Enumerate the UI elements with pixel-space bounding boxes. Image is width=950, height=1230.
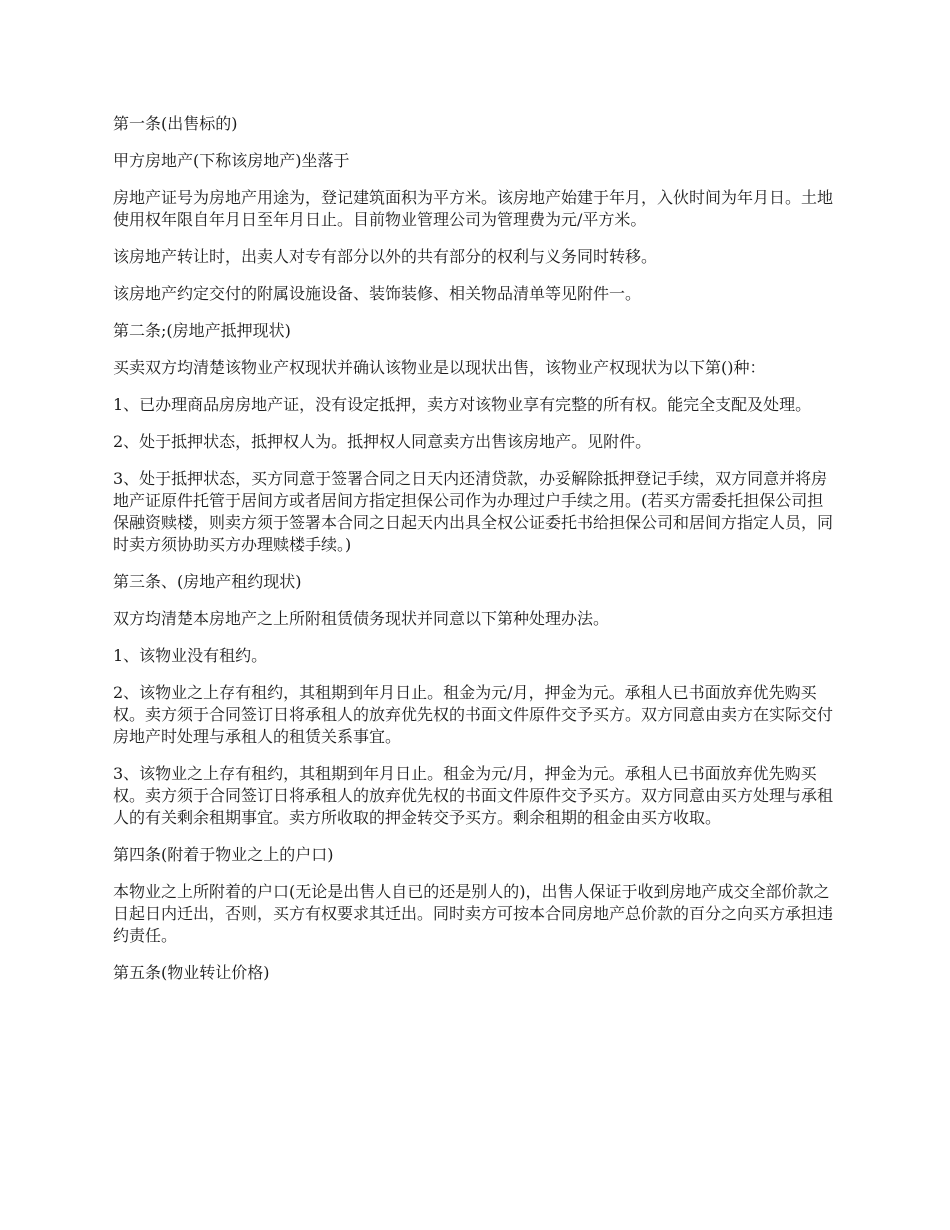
- household-registration: 本物业之上所附着的户口(无论是出售人自已的还是别人的)，出售人保证于收到房地产成交全部价款之日起日内迁出，否则，买方有权要求其迁出。同时卖方可按本合同房地产总价款的百分之向买方承担违约责任。: [113, 882, 834, 945]
- lease-option-1: 1、该物业没有租约。: [113, 646, 268, 665]
- lease-status-intro: 双方均清楚本房地产之上所附租赁债务现状并同意以下第种处理办法。: [113, 609, 610, 628]
- article-4-heading: 第四条(附着于物业之上的户口): [113, 845, 334, 864]
- mortgage-option-3: 3、处于抵押状态，买方同意于签署合同之日天内还清贷款，办妥解除抵押登记手续，双方同意并将房地产证原件托管于居间方或者居间方指定担保公司作为办理过户手续之用。(若买方需委托担保公司担保融资赎楼，则卖方须于签署本合同之日起天内出具全权公证委托书给担保公司和居间方指定人员，同时卖方须协助买方办理赎楼手续。): [113, 469, 834, 554]
- lease-option-2: 2、该物业之上存有租约，其租期到年月日止。租金为元/月，押金为元。承租人已书面放弃优先购买权。卖方须于合同签订日将承租人的放弃优先权的书面文件原件交予买方。双方同意由卖方在实际交付房地产时处理与承租人的租赁关系事宜。: [113, 683, 834, 746]
- article-3-heading: 第三条、(房地产租约现状): [113, 572, 302, 591]
- property-details: 房地产证号为房地产用途为，登记建筑面积为平方米。该房地产始建于年月，入伙时间为年月日。土地使用权年限自年月日至年月日止。目前物业管理公司为管理费为元/平方米。: [113, 188, 834, 229]
- article-5-heading: 第五条(物业转让价格): [113, 963, 270, 982]
- property-location: 甲方房地产(下称该房地产)坐落于: [113, 151, 350, 170]
- mortgage-status-intro: 买卖双方均清楚该物业产权现状并确认该物业是以现状出售，该物业产权现状为以下第()种：: [113, 358, 766, 377]
- attached-facilities: 该房地产约定交付的附属设施设备、装饰装修、相关物品清单等见附件一。: [113, 284, 642, 303]
- mortgage-option-1: 1、已办理商品房房地产证，没有设定抵押，卖方对该物业享有完整的所有权。能完全支配及处理。: [113, 395, 812, 414]
- mortgage-option-2: 2、处于抵押状态，抵押权人为。抵押权人同意卖方出售该房地产。见附件。: [113, 432, 652, 451]
- article-1-heading: 第一条(出售标的): [113, 114, 238, 133]
- document-body: [113, 113, 838, 999]
- article-2-heading: 第二条;(房地产抵押现状): [113, 321, 291, 340]
- lease-option-3: 3、该物业之上存有租约，其租期到年月日止。租金为元/月，押金为元。承租人已书面放弃优先购买权。卖方须于合同签订日将承租人的放弃优先权的书面文件原件交予买方。双方同意由买方处理与承租人的有关剩余租期事宜。卖方所收取的押金转交予买方。剩余租期的租金由买方收取。: [113, 764, 834, 827]
- common-rights-transfer: 该房地产转让时，出卖人对专有部分以外的共有部分的权利与义务同时转移。: [113, 247, 658, 266]
